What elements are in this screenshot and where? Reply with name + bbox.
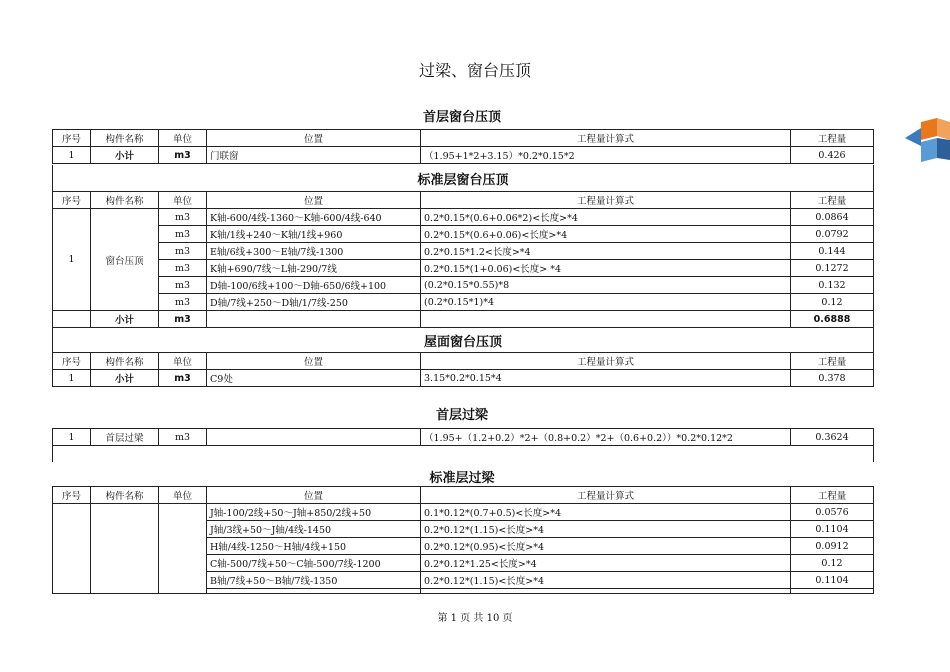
cell-location: B轴/7线+50～B轴/7线-1350 [207,572,421,589]
cell-qty: 0.6888 [791,311,874,328]
cell-location: D轴-100/6线+100～D轴-650/6线+100 [207,277,421,294]
cell-location: H轴/4线-1250～H轴/4线+150 [207,538,421,555]
cell-qty: 0.1272 [791,260,874,277]
header-qty: 工程量 [791,130,874,147]
cell-name: 小计 [91,370,159,387]
document-title: 过梁、窗台压顶 [418,61,531,80]
cell-formula: (0.2*0.15*1)*4 [421,294,791,311]
table-first-floor-sill [52,129,874,164]
table-row [53,277,874,294]
cell-location: K轴-600/4线-1360～K轴-600/4线-640 [207,209,421,226]
cell-location: C9处 [207,370,421,387]
section-title-standard-floor-lintel: 标准层过梁 [429,471,495,486]
cell-unit: m3 [159,226,207,243]
cell-qty: 0.0576 [791,504,874,521]
cell-formula: 0.1*0.12*(0.7+0.5)<长度>*4 [421,504,791,521]
cell-unit: m3 [159,294,207,311]
header-formula: 工程量计算式 [421,487,791,504]
header-seq: 序号 [53,353,91,370]
header-name: 构件名称 [91,353,159,370]
cell-formula: 0.2*0.15*1.2<长度>*4 [421,243,791,260]
header-name: 构件名称 [91,130,159,147]
cell-unit [159,504,207,606]
header-seq: 序号 [53,487,91,504]
header-unit: 单位 [159,487,207,504]
cell-qty: 0.378 [791,370,874,387]
header-formula: 工程量计算式 [421,192,791,209]
section-title-row [53,165,874,192]
cell-location: J轴-100/2线+50～J轴+850/2线+50 [207,504,421,521]
cell-blank [53,446,874,463]
cell-unit: m3 [159,277,207,294]
table-first-floor-lintel [52,428,874,462]
cell-location: D轴/7线+250～D轴/1/7线-250 [207,294,421,311]
cell-seq [53,504,91,606]
section-title-standard-floor-sill: 标准层窗台压顶 [53,165,874,192]
cell-formula: 3.15*0.2*0.15*4 [421,370,791,387]
cell-formula: 0.2*0.15*(0.6+0.06)<长度>*4 [421,226,791,243]
cell-qty: 0.132 [791,277,874,294]
table-row [53,243,874,260]
table-row [53,370,874,387]
page-cut-line [52,593,873,594]
cell-location: K轴/1线+240～K轴/1线+960 [207,226,421,243]
header-seq: 序号 [53,130,91,147]
cell-location: J轴/3线+50～J轴/4线-1450 [207,521,421,538]
header-location: 位置 [207,192,421,209]
cell-name [91,504,159,606]
cell-qty: 0.1104 [791,521,874,538]
cell-location: E轴/6线+300～E轴/7线-1300 [207,243,421,260]
cell-empty [421,311,791,328]
cell-unit: m3 [159,370,207,387]
table-standard-floor-sill [52,165,874,387]
header-unit: 单位 [159,192,207,209]
header-name: 构件名称 [91,487,159,504]
subtotal-row [53,311,874,328]
table-row [53,147,874,164]
cell-qty: 0.12 [791,294,874,311]
cell-unit: m3 [159,260,207,277]
cell-unit: m3 [159,209,207,226]
header-location: 位置 [207,353,421,370]
header-unit: 单位 [159,130,207,147]
cell-qty: 0.426 [791,147,874,164]
cell-seq: 1 [53,370,91,387]
cell-qty: 0.1104 [791,572,874,589]
cell-location: C轴-500/7线+50～C轴-500/7线-1200 [207,555,421,572]
cell-seq: 1 [53,209,91,311]
cell-formula: 0.2*0.12*(0.95)<长度>*4 [421,538,791,555]
cell-name: 小计 [91,311,159,328]
header-row [53,353,874,370]
header-qty: 工程量 [791,487,874,504]
cell-unit: m3 [159,147,207,164]
cell-location: K轴+690/7线～L轴-290/7线 [207,260,421,277]
cell-formula: 0.2*0.12*(1.15)<长度>*4 [421,572,791,589]
cell-qty: 0.12 [791,555,874,572]
table-row [53,504,874,521]
header-qty: 工程量 [791,353,874,370]
cell-name: 窗台压顶 [91,209,159,311]
cell-unit: m3 [159,429,207,446]
cell-formula: 0.2*0.12*(1.15)<长度>*4 [421,521,791,538]
cell-formula: (0.2*0.15*0.55)*8 [421,277,791,294]
cell-location: 门联窗 [207,147,421,164]
table-row [53,209,874,226]
header-row [53,487,874,504]
cube-logo-icon [905,118,950,162]
cell-unit: m3 [159,311,207,328]
header-unit: 单位 [159,353,207,370]
header-location: 位置 [207,487,421,504]
cell-formula: （1.95+（1.2+0.2）*2+（0.8+0.2）*2+（0.6+0.2））*0.2*0.12*2 [421,429,791,446]
header-row [53,192,874,209]
cell-formula: 0.2*0.12*1.25<长度>*4 [421,555,791,572]
table-standard-floor-lintel [52,486,874,606]
cell-qty: 0.0792 [791,226,874,243]
table-row [53,429,874,446]
table-row [53,294,874,311]
header-row [53,130,874,147]
header-seq: 序号 [53,192,91,209]
cell-qty: 0.0912 [791,538,874,555]
cell-seq: 1 [53,147,91,164]
header-name: 构件名称 [91,192,159,209]
cell-formula: 0.2*0.15*(1+0.06)<长度> *4 [421,260,791,277]
section-title-row [53,328,874,353]
cell-unit: m3 [159,243,207,260]
cell-formula: （1.95+1*2+3.15）*0.2*0.15*2 [421,147,791,164]
table-row [53,260,874,277]
cell-location [207,429,421,446]
header-formula: 工程量计算式 [421,130,791,147]
header-location: 位置 [207,130,421,147]
header-qty: 工程量 [791,192,874,209]
cell-qty: 0.144 [791,243,874,260]
section-title-first-floor-lintel: 首层过梁 [435,408,488,423]
cell-name: 小计 [91,147,159,164]
cell-empty [53,311,91,328]
cell-seq: 1 [53,429,91,446]
cell-empty [207,311,421,328]
cell-name: 首层过梁 [91,429,159,446]
page-cutoff [40,594,900,608]
section-title-roof-sill: 屋面窗台压顶 [53,328,874,353]
table-row [53,226,874,243]
blank-row [53,446,874,463]
header-formula: 工程量计算式 [421,353,791,370]
cell-formula: 0.2*0.15*(0.6+0.06*2)<长度>*4 [421,209,791,226]
cell-qty: 0.0864 [791,209,874,226]
section-title-first-floor-sill: 首层窗台压顶 [422,110,501,125]
page-footer: 第 1 页 共 10 页 [437,613,513,624]
cell-qty: 0.3624 [791,429,874,446]
